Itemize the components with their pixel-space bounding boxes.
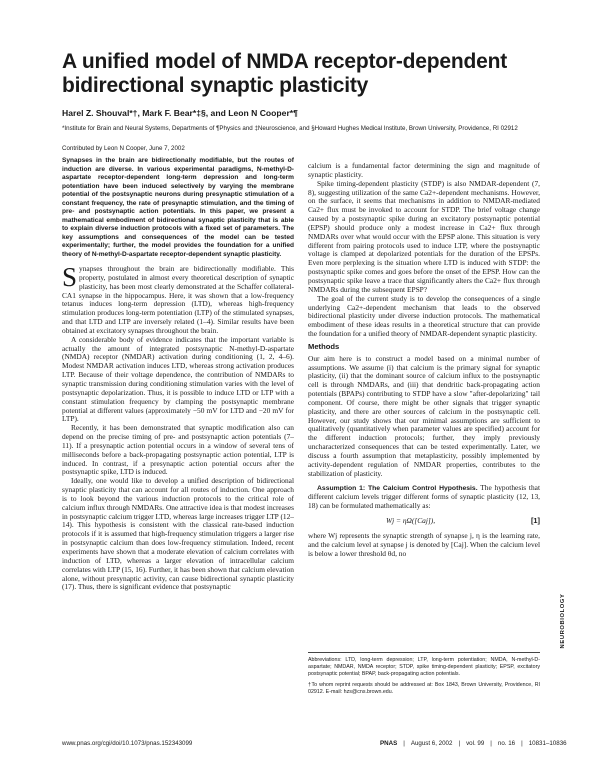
right-paragraph-1: calcium is a fundamental factor determining the sign and magnitude of synaptic plasticity.	[308, 161, 540, 179]
right-paragraph-2: Spike timing-dependent plasticity (STDP) is also NMDAR-dependent (7, 8), suggesting utilization of the same Ca2+-dependent mechanisms. However, on the surface, it seems that mechanisms in addition to NMDAR-mediated Ca2+ flux must be invoked to account for STDP. The brief voltage change caused by a postsynaptic spike during an excitatory postsynaptic potential (EPSP) should produce only a modest increase in Ca2+ flux through NMDARs over what would occur with the EPSP alone. This situation is very different from pairing protocols used to induce LTP, where the postsynaptic voltage is clamped at depolarized potentials for the duration of the EPSPs. Even more perplexing is the situation where LTD is induced with STDP: the postsynaptic spike comes and goes before the onset of the EPSP. How can the postsynaptic spike leave a trace that significantly alters the Ca2+ flux through NMDARs during the subsequent EPSP?	[308, 178, 540, 294]
affiliations: *Institute for Brain and Neural Systems, Departments of ¶Physics and ‡Neuroscience, and §Howard Hughes Medical Institute, Brown University, Providence, RI 02912	[62, 125, 518, 132]
issue-date: August 6, 2002	[410, 740, 453, 747]
right-column	[308, 162, 540, 558]
footnote-divider	[308, 652, 540, 653]
abstract: Synapses in the brain are bidirectionally modifiable, but the routes of induction are diverse. In various experimental paradigms, N-methyl-D-aspartate receptor-dependent long-term depression and long-term potentiation have been induced selectively by varying the membrane potential of the postsynaptic neurons during presynaptic stimulation of a constant frequency, the rate of presynaptic stimulation, and the timing of pre- and postsynaptic action potentials. In this paper, we present a mathematical embodiment of bidirectional synaptic plasticity that is able to explain diverse induction protocols with a fixed set of parameters. The key assumptions and consequences of the model can be tested experimentally; further, the model provides the foundation for a unified theory of N-methyl-D-aspartate receptor-dependent synaptic plasticity.	[62, 157, 294, 259]
assumption-text: The hypothesis that different calcium levels trigger different forms of synaptic plasticity (12, 13, 18) can be formulated mathematically as:	[308, 482, 541, 511]
assumption-label: Assumption 1: The Calcium Control Hypothesis.	[317, 484, 478, 492]
methods-paragraph-1: Our aim here is to construct a model based on a minimal number of assumptions. We assume (i) that calcium is the primary signal for synaptic plasticity, (ii) that the dominant source of calcium influx to the postsynaptic cell is through NMDARs, and (iii) that dendritic back-propagating action potentials (BPAPs) contributing to STDP have a slow "after-depolarizing" tail component. Of course, there might be other signals that trigger synaptic plasticity, and there are other sources of calcium in the postsynaptic cell. However, our study shows that our minimal assumptions are sufficient to qualitatively (quantitatively when parameter values are specified) account for the different induction protocols; further, they imply previously uncharacterized consequences that can be tested experimentally. Later, we discuss a fourth assumption that metaplasticity, possibly implemented by activity-dependent regulation of NMDAR properties, contributes to the stabilization of plasticity.	[308, 353, 540, 478]
intro-paragraph-3: Recently, it has been demonstrated that synaptic modification also can depend on the precise timing of pre- and postsynaptic action potentials (7–11). If a presynaptic action potential occurs in a window of several tens of milliseconds before a back-propagating postsynaptic action potential, LTP is induced. In contrast, if a presynaptic action potential occurs after the postsynaptic spike, LTD is induced.	[62, 423, 294, 477]
equation-number: [1]	[530, 516, 540, 526]
left-column	[62, 262, 294, 592]
methods-heading: Methods	[308, 341, 340, 351]
intro-paragraph-2: A considerable body of evidence indicates that the important variable is actually the amount of integrated postsynaptic N-methyl-D-aspartate (NMDA) receptor (NMDAR) activation during conditioning (1, 2, 4–6). Modest NMDAR activation induces LTD, whereas strong activation produces LTP. Because of their voltage dependence, the contribution of NMDARs to synaptic transmission during conditioning stimulation varies with the level of postsynaptic depolarization. Thus, it is possible to induce LTD or LTP with a constant stimulation frequency by clamping the postsynaptic membrane potential at different values (approximately −50 mV for LTD and −20 mV for LTP).	[62, 334, 294, 424]
citation-footer: PNAS | August 6, 2002 | vol. 99 | no. 16 | 10831–10836	[380, 740, 567, 747]
methods-paragraph-2: where Wj represents the synaptic strength of synapse j, η is the learning rate, and the calcium level at synapse j is denoted by [Caj]. When the calcium level is below a lower threshold θd, no	[308, 530, 540, 558]
assumption-paragraph	[308, 484, 540, 512]
paper-title: A unified model of NMDA receptor-dependent bidirectional synaptic plasticity	[62, 50, 508, 97]
drop-cap: S	[62, 262, 78, 292]
right-paragraph-3: The goal of the current study is to develop the consequences of a single underlying Ca2+-dependent mechanism that leads to the observed bidirectional plasticity under diverse induction protocols. The mathematical embodiment of these ideas results in a theoretical structure that can provide the foundation for a unified theory of NMDAR-dependent synaptic plasticity.	[308, 293, 540, 339]
author-list: Harel Z. Shouval*†, Mark F. Bear*‡§, and Leon N Cooper*¶	[62, 108, 298, 118]
section-sidebar	[556, 570, 570, 680]
volume: vol. 99	[466, 740, 485, 747]
abbreviations-footnote: Abbreviations: LTD, long-term depression; LTP, long-term potentiation; NMDA, N-methyl-D-aspartate; NMDAR, NMDA receptor; STDP, spike timing-dependent plasticity; EPSP, excitatory postsynaptic potential; BPAP, back-propagating action potentials.	[308, 657, 540, 677]
intro-paragraph-1	[62, 262, 294, 336]
doi-link[interactable]: www.pnas.org/cgi/doi/10.1073/pnas.152343099	[62, 740, 193, 747]
intro-paragraph-1-text: ynapses throughout the brain are bidirectionally modifiable. This property, postulated in almost every theoretical description of synaptic plasticity, has been most clearly demonstrated at the Schaffer collateral-CA1 synapse in the hippocampus. Here, it was shown that a low-frequency tetanus induces long-term depression (LTD), whereas high-frequency stimulation produces long-term potentiation (LTP) of the stimulated synapses, and that LTD and LTP are inversely related (1–4). Similar results have been obtained at excitatory synapses throughout the brain.	[62, 264, 294, 335]
page-range: 10831–10836	[528, 740, 567, 747]
issue-number: no. 16	[497, 740, 516, 747]
reprint-footnote: †To whom reprint requests should be addressed at: Box 1843, Brown University, Providence, RI 02912. E-mail: hzs@cns.brown.edu.	[308, 682, 540, 695]
journal-name: PNAS	[380, 740, 398, 747]
equation-1	[308, 517, 540, 526]
equation-expression: Wj = ηΩ([Caj]),	[386, 516, 436, 526]
section-label: NEUROBIOLOGY	[560, 593, 566, 649]
contributed-by: Contributed by Leon N Cooper, June 7, 2002	[62, 145, 185, 152]
intro-paragraph-4: Ideally, one would like to develop a unified description of bidirectional synaptic plasticity that can account for all routes of induction. One approach is to look beyond the various induction protocols to the critical role of calcium influx through NMDARs. One attractive idea is that modest increases in postsynaptic calcium trigger LTD, whereas large increases trigger LTP (12–14). This hypothesis is consistent with the classical rate-based induction protocols if it is assumed that high-frequency stimulation triggers a larger rise in postsynaptic calcium than does low-frequency stimulation. Indeed, recent experiments have shown that a moderate elevation of calcium correlates with induction of LTD, whereas a larger elevation of intracellular calcium correlates with LTP (15, 16). Further, it has been shown that calcium elevation alone, without presynaptic activity, can cause bidirectional synaptic plasticity (17). Thus, there is significant evidence that postsynaptic	[62, 476, 294, 592]
footnotes	[308, 657, 540, 700]
